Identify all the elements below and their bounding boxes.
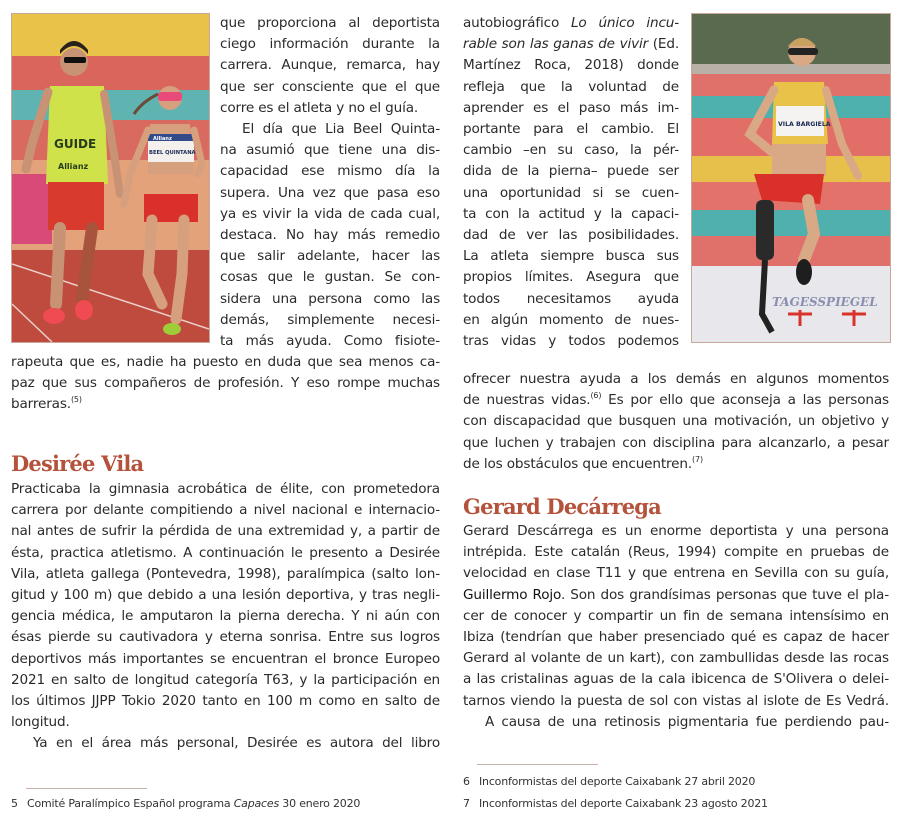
text-line: demás, simplemente necesi- [220, 311, 440, 328]
text-line: gencia médica, le amputaron la pierna derecha. Y ni aún con [11, 608, 440, 625]
text-line: en algún momento de nues- [463, 311, 679, 328]
text-line [463, 13, 679, 34]
book-title-part: Lo único incu- [570, 15, 679, 31]
text-line: longitud. [11, 714, 70, 731]
text-line: rapeuta que es, nadie ha puesto en duda que sea menos ca- [11, 354, 440, 370]
text-line: 2021 en salto de longitud categoría T63, y la participación en [11, 671, 440, 688]
text-fragment: de nuestras vidas. [463, 392, 591, 409]
footnote-divider-left [26, 788, 147, 789]
photo-guide-and-athlete [11, 13, 210, 343]
footnote-5 [11, 797, 360, 810]
text-line: Martínez Roca, 2018) donde [463, 57, 679, 74]
text-fragment: Es por ello que aconseja a las personas [601, 392, 889, 409]
footnote-text: Inconformistas del deporte Caixabank 27 abril 2020 [479, 775, 756, 788]
photo-guide-and-athlete-illustration [12, 14, 209, 342]
footnote-ref-6[interactable]: (6) [590, 391, 602, 401]
text-line: Practicaba la gimnasia acrobática de élite, con prometedora [11, 481, 440, 497]
text-line: ciego información durante la [220, 36, 440, 53]
footnote-text: Comité Paralímpico Español programa [27, 797, 234, 810]
footnote-6 [463, 775, 755, 788]
footnote-ref-7[interactable]: (7) [692, 454, 703, 464]
text-line: nal antes de sufrir la pérdida de una extremidad y, a partir de [11, 523, 440, 540]
footnote-number: 5 [11, 797, 18, 810]
text-line: gitud y 100 m) que debido a una lesión deportiva, y tras negli- [11, 587, 440, 604]
text-line: ésta, practica atletismo. A continuación le presento a Desirée [11, 544, 440, 561]
column-1-wide-text [11, 352, 440, 416]
text-line: ofrecer nuestra ayuda a los demás en algunos momentos [463, 371, 889, 387]
text-line: que ser consciente que el que [220, 78, 440, 95]
text-line: Ibiza (tendrían que haber presenciado qué es capaz de hacer [463, 629, 889, 646]
athlete-bib-name: BEEL QUINTANA [149, 150, 196, 156]
text-line: capacidad ese mismo día la [220, 163, 440, 180]
athlete-bib-name: VILA BARGIELA [778, 121, 831, 128]
column-2-narrow-text [463, 13, 679, 352]
footnote-text: 30 enero 2020 [279, 797, 361, 810]
footnote-divider-right [477, 764, 598, 765]
text-line: que proporciona al deportista [220, 15, 440, 31]
photo-desiree-vila-illustration [692, 14, 890, 342]
text-line: A causa de una retinosis pigmentaria fue perdiendo pau- [485, 713, 889, 730]
text-fragment: (Ed. [648, 36, 679, 53]
book-title-part: rable son las ganas de vivir [463, 36, 649, 53]
text-line: cambio –en su caso, la pér- [463, 142, 679, 159]
text-line: destaca. No hay más remedio [220, 227, 440, 244]
section-gerard-body [463, 521, 889, 733]
text-line: corre es el atleta y no el guía. [220, 99, 419, 116]
text-line: cosas que le gustan. Se con- [220, 269, 440, 286]
text-line: paz que sus compañeros de profesión. Y eso rompe muchas [11, 375, 440, 392]
column-1-narrow-text [220, 13, 440, 352]
text-line: ésas pierde su cautivadora y eterna sonrisa. Entre sus logros [11, 629, 440, 646]
text-line: ta más ayuda. Como fisiote- [220, 333, 440, 350]
section-desiree-body [11, 479, 440, 755]
text-line: a las cristalinas aguas de la cala ibicenca de S'Olivera o delei- [463, 671, 889, 688]
text-line [11, 394, 440, 415]
text-line: ya es vivir la vida de cada cual, [220, 205, 440, 222]
text-line: tarnos viendo la puesta de sol con vistas al islote de Es Vedrá. [463, 692, 889, 709]
text-line: Ya en el área más personal, Desirée es autora del libro [33, 735, 440, 752]
guide-name: Guillermo Rojo [463, 586, 561, 603]
footnote-italic-title: Capaces [233, 797, 279, 810]
text-line: propios límites. Asegura que [463, 269, 679, 286]
footnote-ref-5[interactable]: (5) [70, 395, 82, 405]
text-line: Gerard Descárrega es un enorme deportista y una persona [463, 523, 889, 539]
guide-vest-sponsor: Allianz [58, 162, 89, 171]
text-fragment: autobiográfico [463, 15, 571, 31]
text-line: tras vidas y todos podemos [463, 333, 679, 350]
text-line: velocidad en clase T11 y que entrena en Sevilla con su guía, [463, 565, 889, 582]
text-fragment: barreras. [11, 396, 71, 413]
text-line: que luchen y trabajen con disciplina para alcanzarlo, a pesar [463, 434, 889, 451]
banner-text: TAGESSPIEGEL [772, 295, 878, 309]
text-line: todos necesitamos ayuda [463, 290, 679, 307]
text-line: dida de la pierna– puede ser [463, 163, 679, 180]
text-line: Gerard al volante de un kart), con zambullidas desde las rocas [463, 650, 889, 667]
text-line [463, 454, 889, 475]
footnote-7 [463, 797, 768, 810]
text-line: carrera por delante compitiendo a nivel nacional e internacio- [11, 502, 440, 519]
text-line: Vila, atleta gallega (Pontevedra, 1998), paralímpica (salto lon- [11, 565, 440, 582]
text-line: deportivos más importantes se encuentran el bronce Europeo [11, 650, 440, 667]
text-line: cer de conocer y compartir un fin de semana intensísimo en [463, 607, 889, 624]
photo-desiree-vila [691, 13, 891, 343]
section-heading-desiree-vila: Desirée Vila [11, 451, 144, 476]
text-line: intrépida. Este catalán (Reus, 1994) compite en pruebas de [463, 544, 889, 561]
text-line [463, 390, 889, 411]
text-line: supera. Una vez que pasa eso [220, 184, 440, 201]
guide-vest-text: GUIDE [54, 137, 97, 151]
text-line [463, 34, 679, 55]
text-line: una oportunidad si se cuen- [463, 184, 679, 201]
text-line [463, 585, 889, 606]
column-2-wide-text [463, 369, 889, 475]
athlete-bib-sponsor: Allianz [153, 136, 172, 142]
text-line: carrera. Aunque, remarca, hay [220, 57, 440, 74]
text-fragment: . Son dos grandísimas personas que tuve el pla- [560, 586, 889, 603]
text-line: sidera una persona como las [220, 290, 440, 307]
text-line: na asumió que tiene una dis- [220, 142, 440, 159]
text-fragment: de los obstáculos que encuentren. [463, 455, 693, 472]
footnote-text: Inconformistas del deporte Caixabank 23 agosto 2021 [479, 797, 768, 810]
text-line: portante para el cambio. El [463, 121, 679, 138]
text-line: aprender es el paso más im- [463, 99, 679, 116]
text-line: La atleta siempre busca sus [463, 248, 679, 265]
text-line: que salir adelante, hacer las [220, 248, 440, 265]
text-line: con discapacidad que busquen una motivación, un objetivo y [463, 413, 889, 430]
text-line: ta con la actitud y la capaci- [463, 205, 679, 222]
section-heading-gerard-decarrega: Gerard Decárrega [463, 494, 661, 519]
text-line: dad de ver las posibilidades. [463, 227, 679, 244]
text-line: refleja que la voluntad de [463, 78, 679, 95]
text-line: los últimos JJPP Tokio 2020 tanto en 100 m como en salto de [11, 693, 440, 710]
footnote-number: 7 [463, 797, 470, 810]
text-line: El día que Lia Beel Quinta- [242, 121, 440, 138]
footnote-number: 6 [463, 775, 470, 788]
